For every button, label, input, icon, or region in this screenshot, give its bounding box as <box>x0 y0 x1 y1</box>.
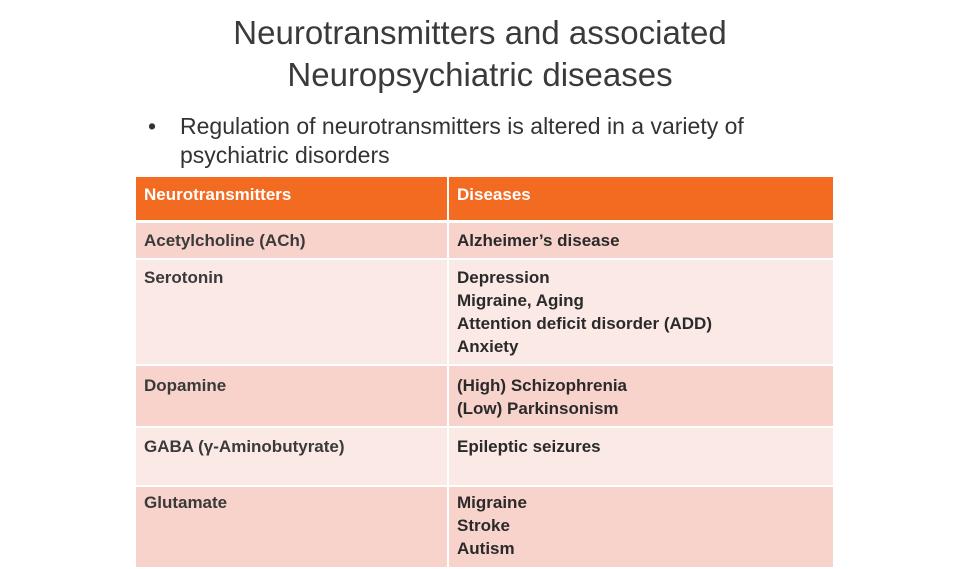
table-row <box>135 427 834 486</box>
disease-item: Autism <box>457 539 515 558</box>
neurotransmitter-cell: Serotonin <box>135 259 448 365</box>
diseases-cell <box>448 222 834 260</box>
table-row <box>135 259 834 365</box>
diseases-cell <box>448 259 834 365</box>
disease-item: Anxiety <box>457 337 519 356</box>
disease-item: Stroke <box>457 516 510 535</box>
neurotransmitter-cell: Dopamine <box>135 365 448 427</box>
header-neurotransmitters: Neurotransmitters <box>135 177 448 222</box>
bullet-point <box>148 112 828 170</box>
neurotransmitter-table <box>134 177 835 569</box>
neurotransmitter-cell: Acetylcholine (ACh) <box>135 222 448 260</box>
diseases-cell <box>448 486 834 568</box>
title-line-1: Neurotransmitters and associated <box>233 14 727 51</box>
bullet-marker: • <box>148 113 157 139</box>
neurotransmitter-cell: GABA (γ-Aminobutyrate) <box>135 427 448 486</box>
diseases-cell <box>448 365 834 427</box>
table-header-row <box>135 177 834 222</box>
diseases-cell <box>448 427 834 486</box>
disease-item: Attention deficit disorder (ADD) <box>457 314 712 333</box>
disease-item: (Low) Parkinsonism <box>457 399 619 418</box>
disease-item: Epileptic seizures <box>457 437 601 456</box>
table-row <box>135 486 834 568</box>
disease-item: Depression <box>457 268 550 287</box>
bullet-text: Regulation of neurotransmitters is altered in a variety of psychiatric disorders <box>180 113 744 168</box>
disease-item: (High) Schizophrenia <box>457 376 627 395</box>
title-line-2: Neuropsychiatric diseases <box>287 56 673 93</box>
table-row <box>135 222 834 260</box>
disease-item: Migraine <box>457 493 527 512</box>
disease-item: Alzheimer’s disease <box>457 231 620 250</box>
table-row <box>135 365 834 427</box>
header-diseases: Diseases <box>448 177 834 222</box>
neurotransmitter-cell: Glutamate <box>135 486 448 568</box>
slide-title <box>0 12 960 96</box>
disease-item: Migraine, Aging <box>457 291 584 310</box>
